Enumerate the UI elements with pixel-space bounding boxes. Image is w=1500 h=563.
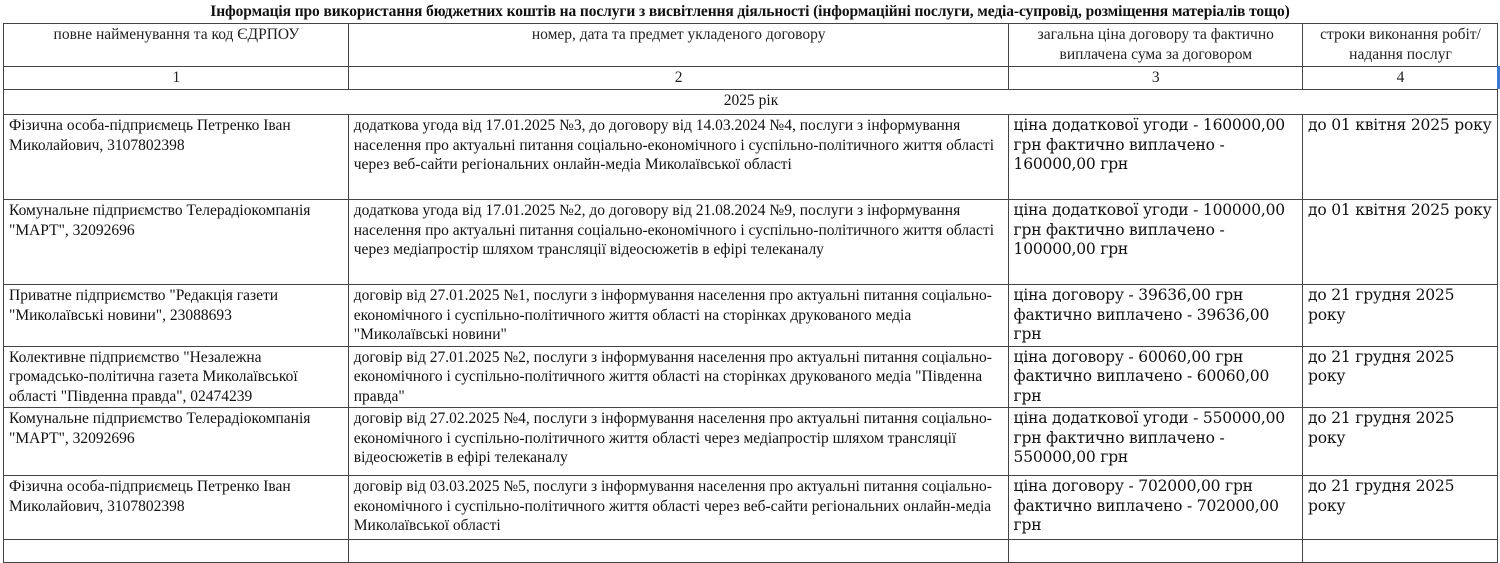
entity-cell: Комунальне підприємство Телерадіокомпанія "МАРТ", 32092696 <box>4 200 349 285</box>
amount-cell: ціна додаткової угоди - 100000,00 грн фактично виплачено - 100000,00 грн <box>1008 200 1302 285</box>
amount-cell: ціна договору - 702000,00 грн фактично виплачено - 702000,00 грн <box>1008 476 1302 540</box>
contract-cell: договір від 27.02.2025 №4, послуги з інформування населення про актуальні питання соціально-економічного і суспільно-політичного життя області через медіапростір шляхом трансляції відеосюжетів в ефірі телеканалу <box>348 408 1008 476</box>
column-number: 4 <box>1303 67 1498 90</box>
table-row-partial <box>4 540 1498 563</box>
contract-cell <box>348 540 1008 563</box>
term-cell: до 21 грудня 2025 року <box>1303 476 1498 540</box>
entity-cell: Приватне підприємство "Редакція газети "Миколаївські новини", 23088693 <box>4 285 349 347</box>
table-row <box>4 346 1498 408</box>
amount-cell: ціна додаткової угоди - 160000,00 грн фактично виплачено - 160000,00 грн <box>1008 115 1302 200</box>
document-title: Інформація про використання бюджетних коштів на послуги з висвітлення діяльності (інформаційні послуги, медіа-супровід, розміщення матеріалів тощо) <box>210 3 1290 20</box>
year-section-label: 2025 рік <box>4 90 1498 115</box>
entity-cell: Фізична особа-підприємець Петренко Іван Миколайович, 3107802398 <box>4 115 349 200</box>
amount-cell: ціна договору - 60060,00 грн фактично виплачено - 60060,00 грн <box>1008 346 1302 408</box>
term-cell: до 21 грудня 2025 року <box>1303 285 1498 347</box>
contract-cell: договір від 27.01.2025 №2, послуги з інформування населення про актуальні питання соціально-економічного і суспільно-політичного життя області на сторінках друкованого медіа "Південна правда" <box>348 346 1008 408</box>
entity-cell: Фізична особа-підприємець Петренко Іван Миколайович, 3107802398 <box>4 476 349 540</box>
column-header-term: строки виконання робіт/надання послуг <box>1303 24 1498 67</box>
header-row <box>4 24 1498 67</box>
year-section-row <box>4 90 1498 115</box>
table-row <box>4 200 1498 285</box>
column-number: 2 <box>348 67 1008 90</box>
term-cell: до 21 грудня 2025 року <box>1303 408 1498 476</box>
table-row <box>4 285 1498 347</box>
table-row <box>4 408 1498 476</box>
column-header-contract: номер, дата та предмет укладеного договору <box>348 24 1008 67</box>
column-header-amount: загальна ціна договору та фактично виплачена сума за договором <box>1008 24 1302 67</box>
table-row <box>4 115 1498 200</box>
term-cell <box>1303 540 1498 563</box>
term-cell: до 21 грудня 2025 року <box>1303 346 1498 408</box>
amount-cell: ціна додаткової угоди - 550000,00 грн фактично виплачено - 550000,00 грн <box>1008 408 1302 476</box>
column-header-entity: повне найменування та код ЄДРПОУ <box>4 24 349 67</box>
contract-cell: договір від 03.03.2025 №5, послуги з інформування населення про актуальні питання соціально-економічного і суспільно-політичного життя області через веб-сайти регіональних онлайн-медіа Миколаївської області <box>348 476 1008 540</box>
entity-cell <box>4 540 349 563</box>
amount-cell: ціна договору - 39636,00 грн фактично виплачено - 39636,00 грн <box>1008 285 1302 347</box>
amount-cell <box>1008 540 1302 563</box>
budget-usage-table <box>3 23 1498 563</box>
column-number: 1 <box>4 67 349 90</box>
entity-cell: Комунальне підприємство Телерадіокомпанія "МАРТ", 32092696 <box>4 408 349 476</box>
table-row <box>4 476 1498 540</box>
column-number-row <box>4 67 1498 90</box>
entity-cell: Колективне підприємство "Незалежна громадсько-політична газета Миколаївської області "Південна правда", 02474239 <box>4 346 349 408</box>
contract-cell: договір від 27.01.2025 №1, послуги з інформування населення про актуальні питання соціально-економічного і суспільно-політичного життя області на сторінках друкованого медіа "Миколаївські новини" <box>348 285 1008 347</box>
column-number: 3 <box>1008 67 1302 90</box>
term-cell: до 01 квітня 2025 року <box>1303 200 1498 285</box>
term-cell: до 01 квітня 2025 року <box>1303 115 1498 200</box>
contract-cell: додаткова угода від 17.01.2025 №3, до договору від 14.03.2024 №4, послуги з інформування населення про актуальні питання соціально-економічного і суспільно-політичного життя області через веб-сайти регіональних онлайн-медіа Миколаївської області <box>348 115 1008 200</box>
contract-cell: додаткова угода від 17.01.2025 №2, до договору від 21.08.2024 №9, послуги з інформування населення про актуальні питання соціально-економічного і суспільно-політичного життя області через медіапростір шляхом трансляції відеосюжетів в ефірі телеканалу <box>348 200 1008 285</box>
